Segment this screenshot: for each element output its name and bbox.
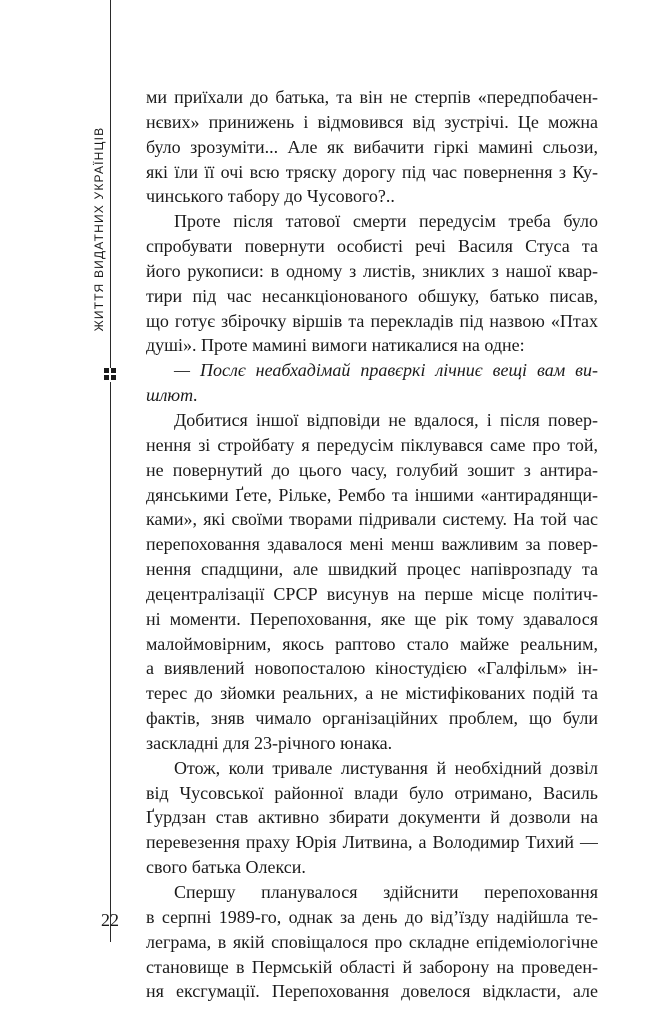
text-line: Отож, коли тривале листування й необхідний дозвіл bbox=[174, 757, 598, 778]
text-line: ками», які своїми творами підривали систему. На той час bbox=[146, 509, 598, 530]
text-line: що готує збірочку віршів та перекладів під назвою «Птах bbox=[146, 310, 598, 331]
text-line: а виявлений новопосталою кіностудією «Галфільм» ін- bbox=[146, 658, 598, 679]
text-line: нення зі стройбату я передусім піклувався саме про той, bbox=[146, 434, 598, 455]
text-line: дянськими Ґете, Рільке, Рембо та іншими «антирадянщи- bbox=[146, 484, 598, 505]
text-line: малоймовірним, якось раптово стало майже реальним, bbox=[146, 633, 598, 654]
text-line: які їли її очі всю тряску дорогу під час повернення з Ку- bbox=[146, 161, 598, 182]
text-line: його рукописи: в одному з листів, зниклих з нашої квар- bbox=[146, 260, 598, 281]
margin-rule bbox=[110, 0, 111, 942]
text-line: заскладні для 23-річного юнака. bbox=[146, 732, 393, 753]
text-line: ні моменти. Перепоховання, яке ще рік тому здавалося bbox=[146, 608, 598, 629]
text-line: Проте після татової смерти передусім треба було bbox=[174, 211, 598, 232]
text-line: терес до зйомки реальних, а не містифікованих подій та bbox=[146, 683, 598, 704]
text-line: Ґурдзан став активно збирати документи й дозволи на bbox=[146, 807, 598, 828]
text-line: Спершу планувалося здійснити перепоховання bbox=[174, 882, 598, 902]
text-line: чинського табору до Чусового?.. bbox=[146, 186, 395, 207]
text-line: ня ексгумації. Перепоховання довелося відкласти, але bbox=[146, 981, 598, 1002]
text-line: душі». Проте мамині вимоги натикалися на одне: bbox=[146, 335, 525, 356]
text-line: фактів, зняв чимало організаційних проблем, що були bbox=[146, 708, 598, 729]
text-line: ми приїхали до батька, та він не стерпів «передпобачен- bbox=[146, 87, 598, 107]
page-number: 22 bbox=[101, 910, 119, 930]
text-line: тири під час несанкціонованого обшуку, батько писав, bbox=[146, 285, 598, 306]
text-line: перевезення праху Юрія Литвина, а Володимир Тихий — bbox=[146, 832, 598, 853]
text-line: перепоховання здавалося мені менш важливим за повер- bbox=[146, 534, 598, 555]
text-line: — Послє неабхадімай правєркі лічниє вещі вам ви- bbox=[174, 360, 598, 381]
text-line: леграма, в якій сповіщалося про складне епідеміологічне bbox=[146, 931, 598, 952]
ornament-icon bbox=[104, 368, 118, 382]
text-line: нення спадщини, але швидкий процес напіврозпаду та bbox=[146, 559, 598, 580]
text-line: свого батька Олекси. bbox=[146, 857, 306, 878]
text-line: нєвих» принижень і відмовився від зустрічі. Це можна bbox=[146, 111, 598, 132]
text-line: Добитися іншої відповіди не вдалося, і після повер- bbox=[174, 409, 598, 430]
text-line: спробувати повернути особисті речі Василя Стуса та bbox=[146, 236, 598, 257]
text-line: від Чусовської районної влади було отримано, Василь bbox=[146, 782, 598, 803]
running-head bbox=[89, 98, 109, 360]
text-line: в серпні 1989-го, однак за день до від’їзду надійшла те- bbox=[146, 906, 598, 927]
text-line: становище в Пермській області й заборону на проведен- bbox=[146, 956, 598, 977]
text-line: було зрозуміти... Але як вибачити гіркі мамині сльози, bbox=[146, 136, 598, 157]
text-line: не повернутий до цього часу, голубий зошит з антира- bbox=[146, 459, 598, 480]
running-head-text: ЖИТТЯ ВИДАТНИХ УКРАЇНЦІВ bbox=[92, 126, 106, 332]
text-line: децентралізації СРСР висунув на перше місце політич- bbox=[146, 583, 598, 604]
body-text bbox=[146, 85, 598, 1004]
text-line: шлют. bbox=[146, 385, 198, 406]
